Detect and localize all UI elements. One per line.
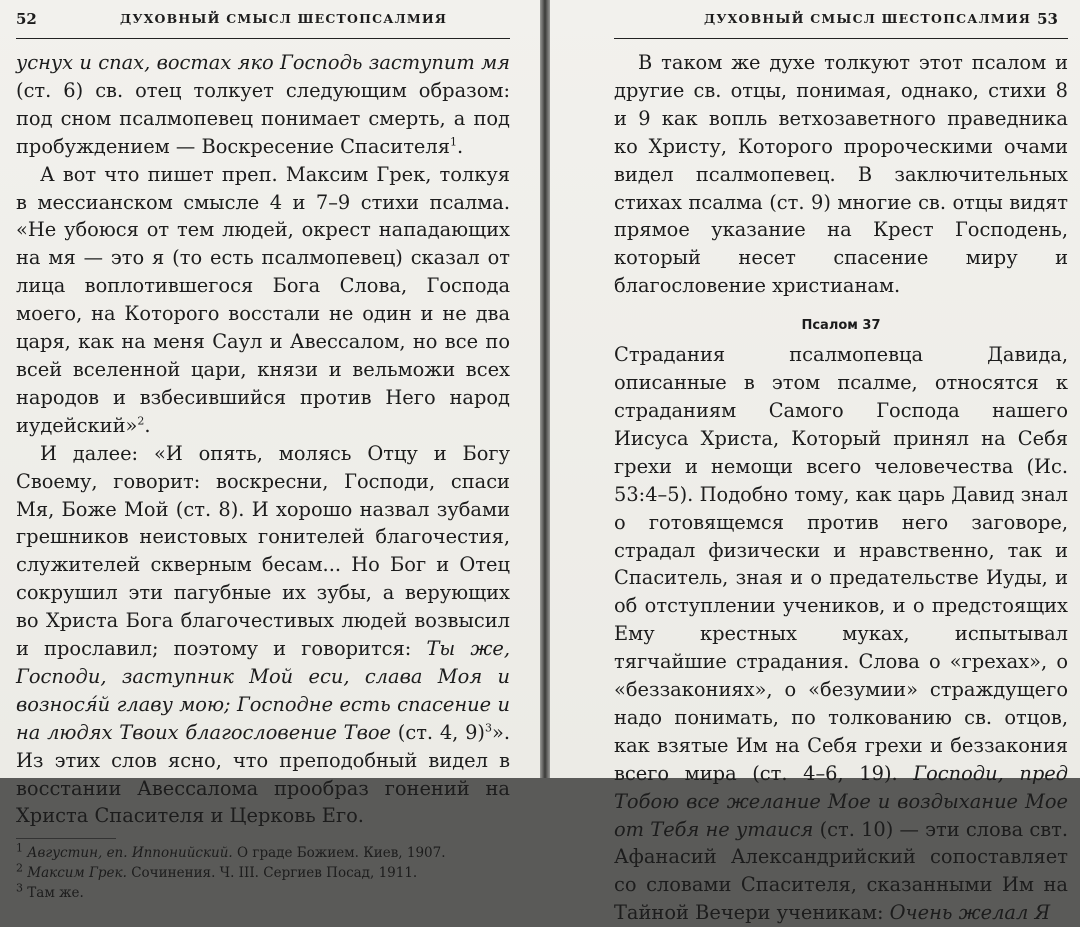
footnote bbox=[16, 843, 510, 863]
right-page bbox=[550, 0, 1080, 925]
text-run: А вот что пишет преп. Максим Грек, толкуя в мессианском смысле 4 и 7–9 стихи псалма. «Не убоюся от тем людей, окрест нападающих на мя — это я (то есть псалмопевец) сказал от лица воплотившегося Бога Слова, Господа моего, на Которого восстали не один и не два царя, как на меня Саул и Авессалом, но все по всей вселенной цари, князи и вельможи всех народов и взбесившийся против Него народ иудейский» bbox=[16, 162, 510, 437]
italic-quote: уснух и спах, востах яко Господь заступит мя bbox=[16, 51, 510, 74]
footnote-ref: 3 bbox=[484, 721, 492, 735]
italic-quote: Августин, еп. Иппонийский. bbox=[27, 845, 233, 862]
text-run: И далее: «И опять, молясь Отцу и Богу Своему, говорит: воскресни, Господи, спаси Мя, Боже Мой (ст. 8). И хорошо назвал зубами грешников неистовых гонителей благочестия, служителей скверным бесам... Но Бог и Отец сокрушил эти пагубные их зубы, а верующих во Христа Бога благочестивых людей возвысил и прославил; поэтому и говорится: bbox=[16, 441, 510, 661]
text-run: ». Из этих слов ясно, что преподобный видел в восстании Авессалома прообраз гонений на Христа Спасителя и Церковь Его. bbox=[16, 720, 511, 828]
text-run: (ст. 6) св. отец толкует следующим образом: под сном псалмопевец понимает смерть, а под пробуждением — Воскресение Спасителя bbox=[16, 78, 510, 158]
footnote-ref: 2 bbox=[137, 414, 145, 428]
italic-quote: Господи, пред Тобою все желание Мое и воздыхание Мое от Тебя не утаися bbox=[614, 761, 1068, 841]
text-run: В таком же духе толкуют этот псалом и другие св. отцы, понимая, однако, стихи 8 и 9 как вопль ветхозаветного праведника ко Христу, Которого пророческими очами видел псалмопевец. В заключительных стихах псалма (ст. 9) многие св. отцы видят прямое указание на Крест Господень, который несет спасение миру и благословение христианам. bbox=[614, 51, 1068, 298]
page-number: 52 bbox=[16, 10, 37, 28]
right-page-header bbox=[614, 0, 1068, 39]
paragraph bbox=[16, 49, 510, 161]
text-run: О граде Божием. Киев, 1907. bbox=[232, 845, 446, 862]
footnote-divider bbox=[16, 838, 116, 839]
running-title: ДУХОВНЫЙ СМЫСЛ ШЕСТОПСАЛМИЯ bbox=[120, 11, 448, 26]
text-run: Там же. bbox=[23, 885, 84, 902]
left-page-header bbox=[16, 0, 510, 39]
book-gutter bbox=[540, 0, 550, 778]
page-number: 53 bbox=[1037, 10, 1058, 28]
italic-quote: Очень желал Я bbox=[889, 901, 1051, 925]
footnote-ref: 1 bbox=[16, 841, 23, 855]
paragraph bbox=[614, 341, 1068, 927]
text-run: (ст. 10) — эти слова свт. Афанасий Александрийский сопоставляет со словами Спасителя, сказанными Им на Тайной Вечери ученикам: bbox=[614, 817, 1069, 925]
text-run: Сочинения. Ч. III. Сергиев Посад, 1911. bbox=[126, 865, 418, 882]
section-heading: Псалом 37 bbox=[801, 318, 881, 334]
footnote-ref: 3 bbox=[16, 881, 23, 895]
paragraph bbox=[16, 440, 510, 831]
right-page-body-top bbox=[614, 49, 1068, 300]
italic-quote: Ты же, Господи, заступник Мой еси, слава Моя и вознося́й главу мою; Господне есть спасение и на людях Твоих благословение Твое bbox=[16, 637, 510, 744]
italic-quote: Максим Грек. bbox=[27, 865, 127, 882]
right-page-body-bottom bbox=[614, 341, 1068, 927]
footnotes bbox=[16, 843, 510, 903]
text-run: . bbox=[456, 134, 464, 158]
text-run: (ст. 4, 9) bbox=[391, 720, 485, 744]
footnote-ref: 1 bbox=[449, 135, 457, 149]
text-run: Страдания псалмопевца Давида, описанные в этом псалме, относятся к страданиям Самого Господа нашего Иисуса Христа, Который принял на Себя грехи и немощи всего человечества (Ис. 53:4–5). Подобно тому, как царь Давид знал о готовящемся против него заговоре, страдал физически и нравственно, так и Спаситель, зная и о предательстве Иуды, и об отступлении учеников, и о предстоящих Ему крестных муках, испытывал тягчайшие страдания. Слова о «грехах», о «беззакониях», о «безумии» страждущего надо понимать, по толкованию св. отцов, как взятые Им на Себя грехи и беззакония всего мира (ст. 4–6, 19). bbox=[614, 343, 1068, 785]
footnote-ref: 2 bbox=[16, 861, 23, 875]
footnote bbox=[16, 863, 510, 883]
footnote bbox=[16, 883, 510, 903]
left-page bbox=[0, 0, 540, 902]
left-page-body bbox=[16, 49, 510, 830]
text-run: . bbox=[144, 413, 151, 437]
running-title: ДУХОВНЫЙ СМЫСЛ ШЕСТОПСАЛМИЯ bbox=[704, 11, 1032, 26]
paragraph bbox=[614, 49, 1068, 300]
paragraph bbox=[16, 161, 510, 440]
